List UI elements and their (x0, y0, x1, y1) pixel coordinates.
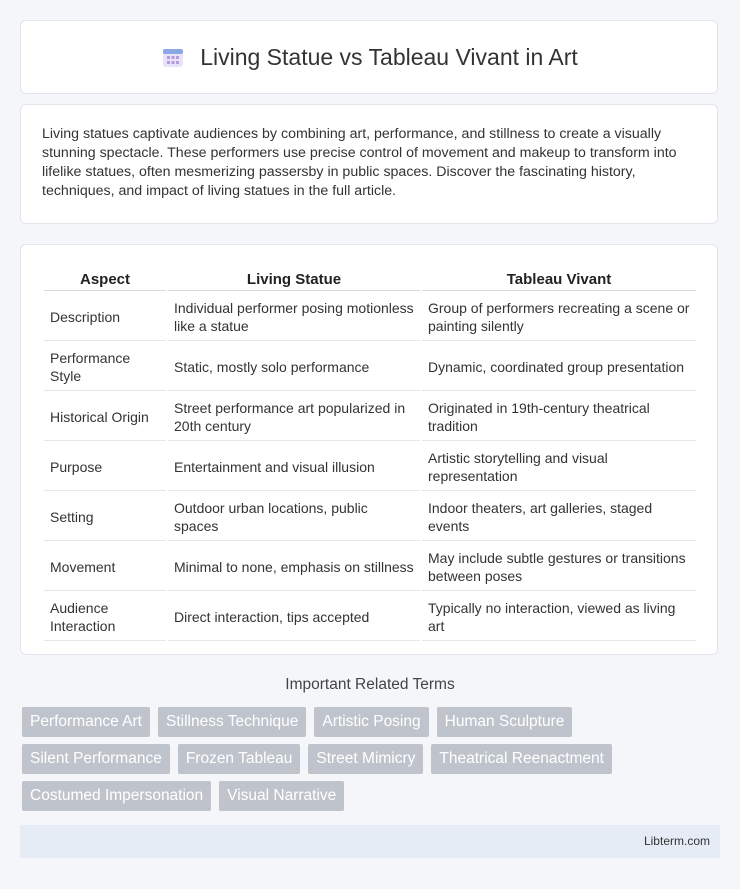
related-term-tag[interactable]: Performance Art (22, 707, 150, 737)
tableau-vivant-cell: May include subtle gestures or transitions between poses (422, 543, 696, 591)
tableau-vivant-cell: Group of performers recreating a scene or painting silently (422, 293, 696, 341)
related-term-tag[interactable]: Artistic Posing (314, 707, 428, 737)
related-terms-title: Important Related Terms (285, 676, 455, 693)
related-term-tag[interactable]: Costumed Impersonation (22, 781, 211, 811)
living-statue-cell: Direct interaction, tips accepted (168, 593, 420, 641)
aspect-cell: Purpose (44, 443, 166, 491)
aspect-cell: Audience Interaction (44, 593, 166, 641)
related-term-tag[interactable]: Frozen Tableau (178, 744, 301, 774)
tableau-vivant-cell: Originated in 19th-century theatrical tradition (422, 393, 696, 441)
column-header: Tableau Vivant (422, 267, 696, 291)
intro-text: Living statues captivate audiences by combining art, performance, and stillness to create a visually stunning spectacle. These performers use precise control of movement and makeup to transform into lifelike statues, often mesmerizing passersby in public spaces. Discover the fascinating history, techniques, and impact of living statues in the full article. (42, 126, 677, 199)
aspect-cell: Description (44, 293, 166, 341)
aspect-cell: Setting (44, 493, 166, 541)
tableau-vivant-cell: Indoor theaters, art galleries, staged events (422, 493, 696, 541)
table-row (44, 343, 696, 391)
related-term-tag[interactable]: Visual Narrative (219, 781, 344, 811)
footer (20, 825, 720, 858)
page-title: Living Statue vs Tableau Vivant in Art (200, 43, 578, 70)
tableau-vivant-cell: Dynamic, coordinated group presentation (422, 343, 696, 391)
tableau-vivant-cell: Typically no interaction, viewed as living art (422, 593, 696, 641)
column-header: Aspect (44, 267, 166, 291)
comparison-card (20, 244, 718, 655)
column-header: Living Statue (168, 267, 420, 291)
comparison-table (42, 265, 698, 643)
living-statue-cell: Street performance art popularized in 20th century (168, 393, 420, 441)
related-term-tag[interactable]: Street Mimicry (308, 744, 423, 774)
table-row (44, 493, 696, 541)
table-row (44, 293, 696, 341)
aspect-cell: Movement (44, 543, 166, 591)
table-row (44, 443, 696, 491)
table-row (44, 593, 696, 641)
living-statue-cell: Entertainment and visual illusion (168, 443, 420, 491)
related-term-tag[interactable]: Silent Performance (22, 744, 170, 774)
related-terms-list (22, 707, 712, 811)
table-header-row (44, 267, 696, 291)
living-statue-cell: Individual performer posing motionless like a statue (168, 293, 420, 341)
calendar-icon (160, 44, 186, 70)
related-term-tag[interactable]: Stillness Technique (158, 707, 306, 737)
intro-card (20, 104, 718, 224)
related-term-tag[interactable]: Human Sculpture (437, 707, 573, 737)
page-header (20, 20, 718, 94)
aspect-cell: Historical Origin (44, 393, 166, 441)
living-statue-cell: Minimal to none, emphasis on stillness (168, 543, 420, 591)
related-term-tag[interactable]: Theatrical Reenactment (431, 744, 612, 774)
table-row (44, 543, 696, 591)
aspect-cell: Performance Style (44, 343, 166, 391)
living-statue-cell: Static, mostly solo performance (168, 343, 420, 391)
living-statue-cell: Outdoor urban locations, public spaces (168, 493, 420, 541)
table-row (44, 393, 696, 441)
tableau-vivant-cell: Artistic storytelling and visual representation (422, 443, 696, 491)
footer-site-link[interactable]: Libterm.com (643, 834, 710, 848)
